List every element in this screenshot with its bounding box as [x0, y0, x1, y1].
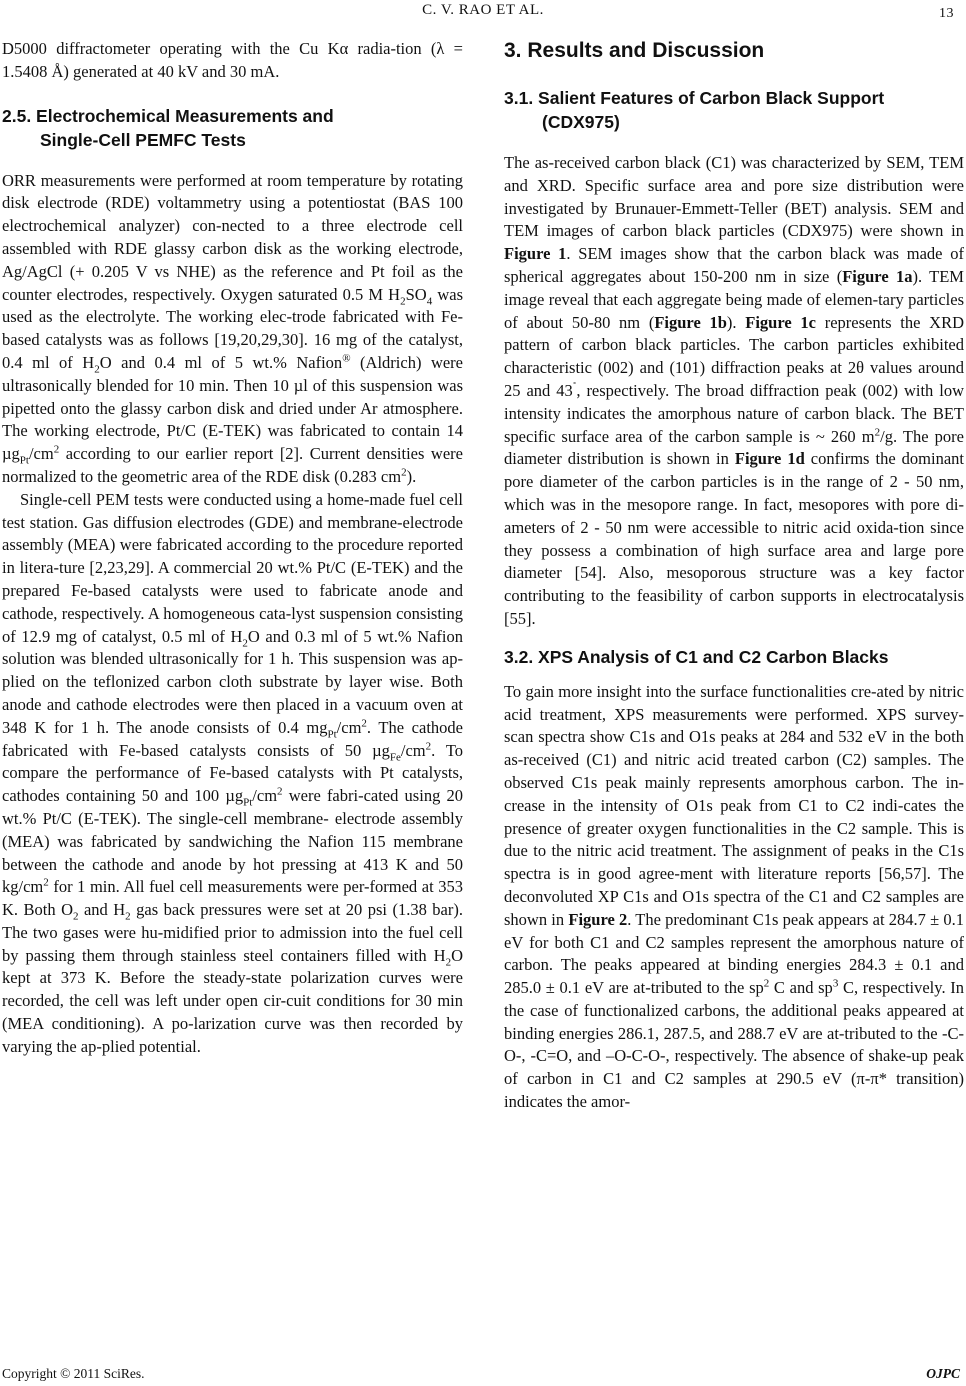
- running-head-author: C. V. RAO ET AL.: [422, 2, 544, 18]
- figure-ref: Figure 1d: [734, 449, 805, 469]
- orr-paragraph: ORR measurements were performed at room temperature by rotating disk electrode (RDE) voltammetry using a potentiostat (BAS 100 electrochemical analyzer) con-nected to a three electrode cell assembled with RDE glassy carbon disk as the working electrode, Ag/AgCl (+ 0.205 V vs NHE) as the reference and Pt foil as the counter electrodes, respectively. Oxygen saturated 0.5 M $H_2SO_4$ was used as the electrolyte. The working elec-trode fabricated with Fe-based catalysts was as follows [19,20,29,30]. 16 mg of the catalyst, 0.4 ml of $H_2O$ and 0.4 ml of 5 wt.% Nafion® (Aldrich) were ultrasonically blended for 10 min. Then 10 µl of this suspension was pipetted onto the glassy carbon disk and dried under Ar atmosphere. The working electrode, Pt/C (E-TEK) was fabricated to contain 14 $\mu g_{Pt}/cm^2$ according to our earlier report [2]. Current densities were normalized to the geometric area of the RDE disk (0.283 $cm^2$).: [2, 170, 463, 486]
- journal-abbrev: OJPC: [926, 1366, 960, 1381]
- carbon-black-paragraph: The as-received carbon black (C1) was characterized by SEM, TEM and XRD. Specific surface area and pore size distribution were investigated by Brunauer-Emmett-Teller (BET) analysis. SEM and TEM images of carbon black particles (CDX975) were shown in Figure 1. SEM images show that the carbon black was made of spherical aggregates about 150-200 nm in size (Figure 1a). TEM image reveal that each aggregate being made of elemen-tary particles of about 50-80 nm (Figure 1b). Figure 1c represents the XRD pattern of carbon black particles. The carbon particles exhibited characteristic (002) and (101) diffraction peaks at 2θ values around 25 and 43˚, respectively. The broad diffraction peak (002) with low intensity indicates the amorphous nature of carbon black. The BET specific surface area of the carbon sample is ~ 260 $m^2/g$. The pore diameter distribution is shown in Figure 1d confirms the dominant pore diameter of the carbon particles is in the range of 2 - 50 nm, which was in the mesopore range. In fact, mesopores with pore di-ameters of 2 - 50 nm were accessible to nitric acid oxida-tion since they possess a combination of high surface area and large pore diameter [54]. Also, mesoporous structure was a key factor contributing to the feasibility of carbon supports in electrocatalysis [55].: [504, 153, 965, 628]
- xps-paragraph: To gain more insight into the surface functionalities cre-ated by nitric acid treatment, XPS measurements were performed. XPS survey-scan spectra show C1s and O1s peaks at 284 and 532 eV in the both as-received (C1) and nitric acid treated carbon (C2) samples. The observed C1s peak mainly represents amorphous carbon. The in-crease in the intensity of O1s peak from C1 to C2 indi-cates the presence of greater oxygen functionalities in the C2 sample. This is due to the nitric acid treatment. The assignment of peaks in the C1s spectra is in good agree-ment with literature reports [56,57]. The deconvoluted XP C1s and O1s spectra of the C1 and C2 samples are shown in Figure 2. The predominant C1s peak appears at 284.7 ± 0.1 eV for both C1 and C2 samples represent the amorphous nature of carbon. The peaks appeared at binding energies 284.3 ± 0.1 and 285.0 ± 0.1 eV are at-tributed to the $sp^2$ C and $sp^3$ C, respectively. In the case of functionalized carbons, the additional peaks appeared at binding energies 286.1, 287.5, and 288.7 eV are at-tributed to the -C-O-, -C=O, and –O-C-O-, respectively. The absence of shake-up peak of carbon in C1 and C2 samples at 290.5 eV (π-π* transition) indicates the amor-: [504, 681, 965, 1112]
- running-head: [0, 0, 966, 22]
- page-number: 13: [939, 6, 954, 21]
- single-cell-paragraph: Single-cell PEM tests were conducted using a home-made fuel cell test station. Gas diffusion electrodes (GDE) and membrane-electrode assembly (MEA) were fabricated according to the procedure reported in litera-ture [2,23,29]. A commercial 20 wt.% Pt/C (E-TEK) and the prepared Fe-based catalysts were used to fabricate anode and cathode, respectively. A homogeneous cata-lyst suspension consisting of 12.9 mg of catalyst, 0.5 ml of $H_2O$ and 0.3 ml of 5 wt.% Nafion solution was blended ultrasonically for 1 h. This suspension was ap-plied on the teflonized carbon cloth substrate by layer wise. Both anode and cathode electrodes were then placed in a vacuum oven at 348 K for 1 h. The anode consists of 0.4 $mg_{Pt}/cm^2$. The cathode fabricated with Fe-based catalysts consists of 50 $\mu g_{Fe}/cm^2$. To compare the performance of Fe-based catalysts with Pt catalysts, cathodes containing 50 and 100 $\mu g_{Pt}/cm^2$ were fabri-cated using 20 wt.% Pt/C (E-TEK). The single-cell membrane- electrode assembly (MEA) was fabricated by sandwiching the Nafion 115 membrane between the cathode and anode by hot pressing at 413 K and 50 $kg/cm^2$ for 1 min. All fuel cell measurements were per-formed at 353 K. Both $O_2$ and $H_2$ gas back pressures were set at 20 psi (1.38 bar). The two gases were hu-midified prior to admission into the fuel cell by passing them through stainless steel containers filled with $H_2O$ kept at 373 K. Before the steady-state polarization curves were recorded, the cell was left under open cir-cuit conditions for 30 min (MEA conditioning). A po-larization curve was then recorded by varying the ap-plied potential.: [2, 489, 464, 1056]
- figure-ref: Figure 1a: [842, 266, 913, 286]
- figure-ref: Figure 1: [504, 244, 567, 264]
- intro-paragraph: D5000 diffractometer operating with the Cu Kα radia-tion (λ = 1.5408 Å) generated at 40 kV and 30 mA.: [2, 39, 463, 81]
- heading-3-2: 3.2. XPS Analysis of C1 and C2 Carbon Blacks: [504, 646, 889, 667]
- figure-ref: Figure 1c: [745, 312, 816, 332]
- heading-3-1: 3.1. Salient Features of Carbon Black Support (CDX975): [504, 88, 885, 132]
- heading-2-5: 2.5. Electrochemical Measurements and Single-Cell PEMFC Tests: [2, 105, 334, 150]
- copyright-notice: Copyright © 2011 SciRes.: [2, 1366, 145, 1381]
- left-column: [2, 38, 463, 1059]
- right-column: [504, 38, 964, 1114]
- figure-ref: Figure 2: [568, 909, 628, 929]
- section-heading-results: 3. Results and Discussion: [504, 39, 765, 62]
- figure-ref: Figure 1b: [654, 312, 727, 332]
